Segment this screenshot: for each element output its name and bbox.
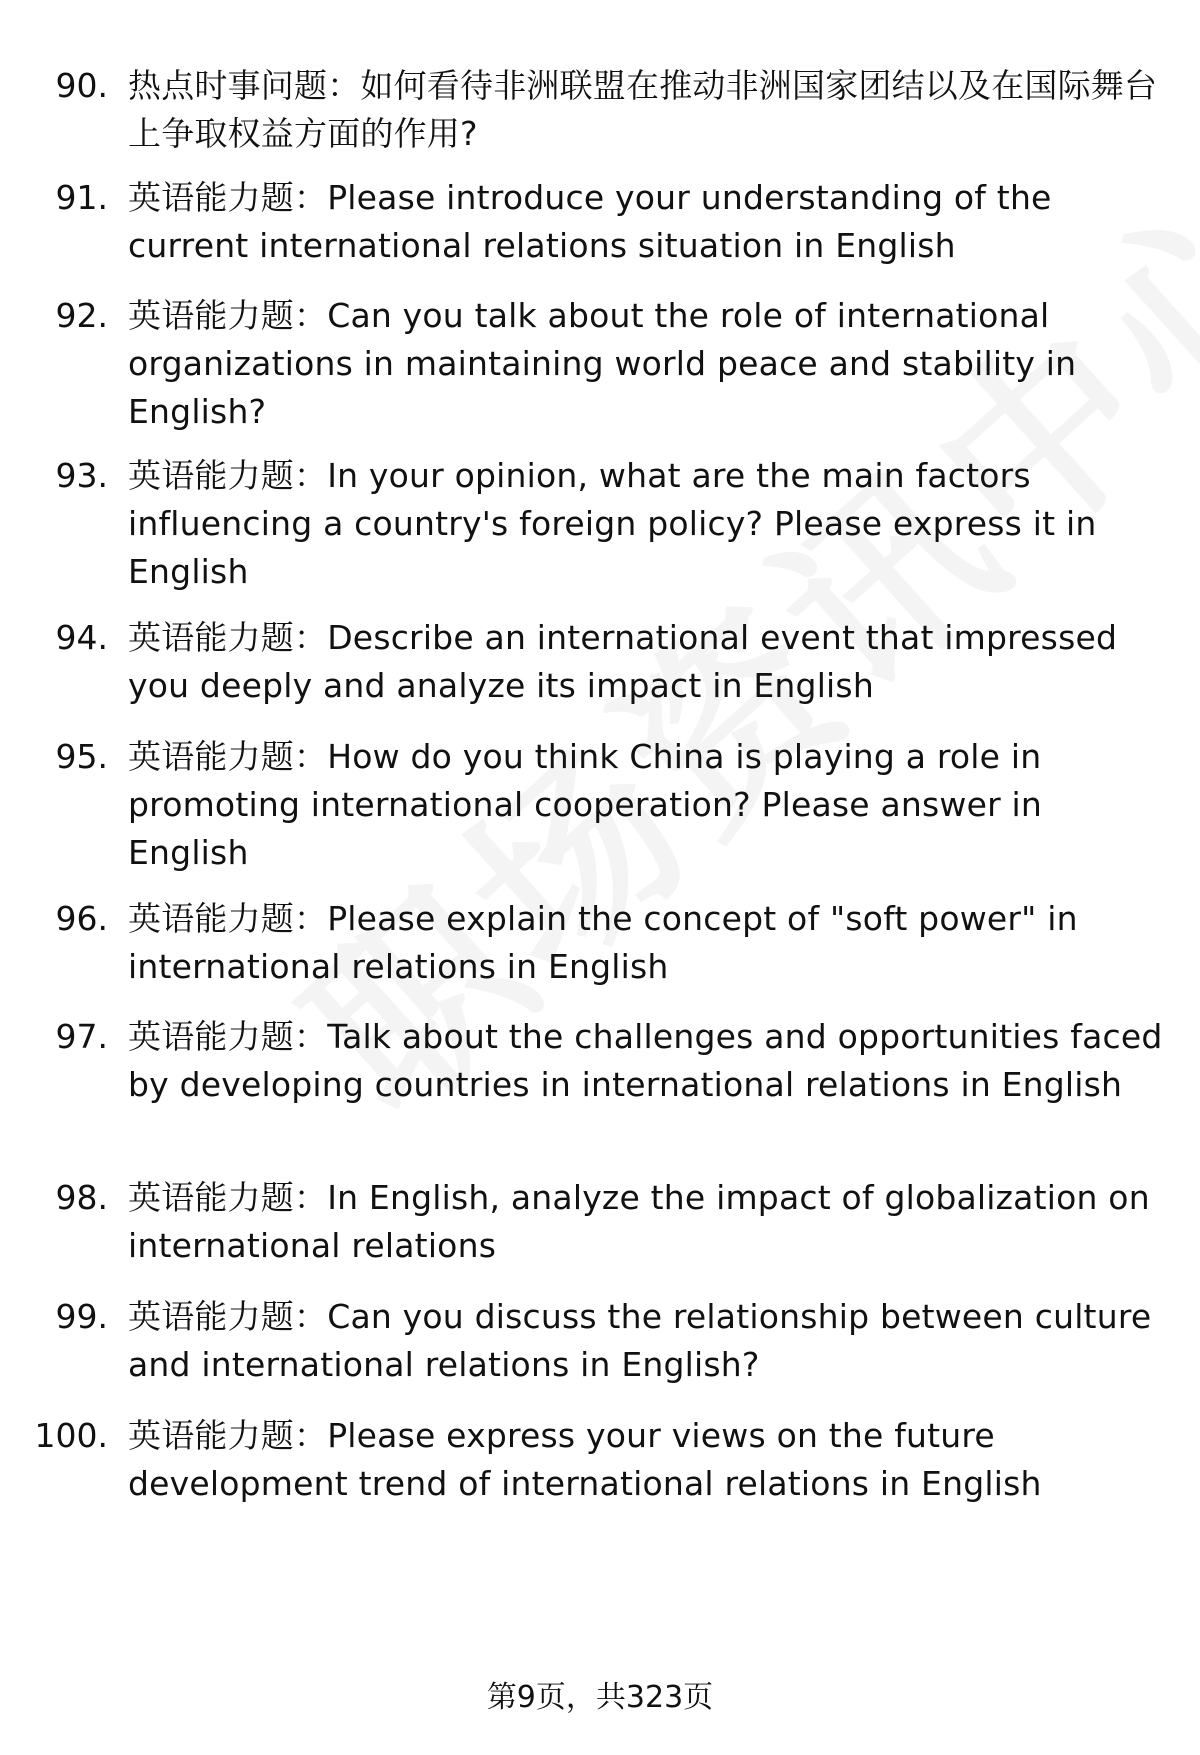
question-number: 94.: [55, 618, 108, 657]
question-number: 95.: [55, 737, 108, 776]
page-footer: 第9页，共323页: [486, 1680, 714, 1715]
question-text: 英语能力题：In English, analyze the impact of globalization on international relations: [128, 1178, 1150, 1265]
question-text: 英语能力题：Talk about the challenges and opportunities faced by developing countries in international relations in English: [128, 1017, 1163, 1104]
question-number: 92.: [55, 296, 108, 335]
question-number: 96.: [55, 899, 108, 938]
question-text: 英语能力题：How do you think China is playing a role in promoting international cooperation? Please answer in English: [128, 737, 1043, 872]
question-number: 91.: [55, 178, 108, 217]
question-text: 英语能力题：Please introduce your understanding of the current international relations situation in English: [128, 178, 1052, 265]
question-number: 99.: [55, 1297, 108, 1336]
question-number: 98.: [55, 1178, 108, 1217]
question-text: 英语能力题：Please explain the concept of "soft power" in international relations in English: [128, 899, 1078, 986]
question-text: 英语能力题：Can you talk about the role of international organizations in maintaining world peace and stability in English?: [128, 296, 1077, 431]
question-text: 英语能力题：Please express your views on the future development trend of international relations in English: [128, 1416, 1042, 1503]
question-text: 英语能力题：Describe an international event that impressed you deeply and analyze its impact in English: [128, 618, 1118, 705]
question-text: 英语能力题：Can you discuss the relationship between culture and international relations in English?: [128, 1297, 1152, 1384]
question-text: 热点时事问题：如何看待非洲联盟在推动非洲国家团结以及在国际舞台上争取权益方面的作用?: [128, 66, 1158, 153]
question-number: 90.: [55, 66, 108, 105]
question-text: 英语能力题：In your opinion, what are the main factors influencing a country's foreign policy? Please express it in English: [128, 456, 1097, 591]
question-number: 100.: [34, 1416, 108, 1455]
question-number: 93.: [55, 456, 108, 495]
question-number: 97.: [55, 1017, 108, 1056]
